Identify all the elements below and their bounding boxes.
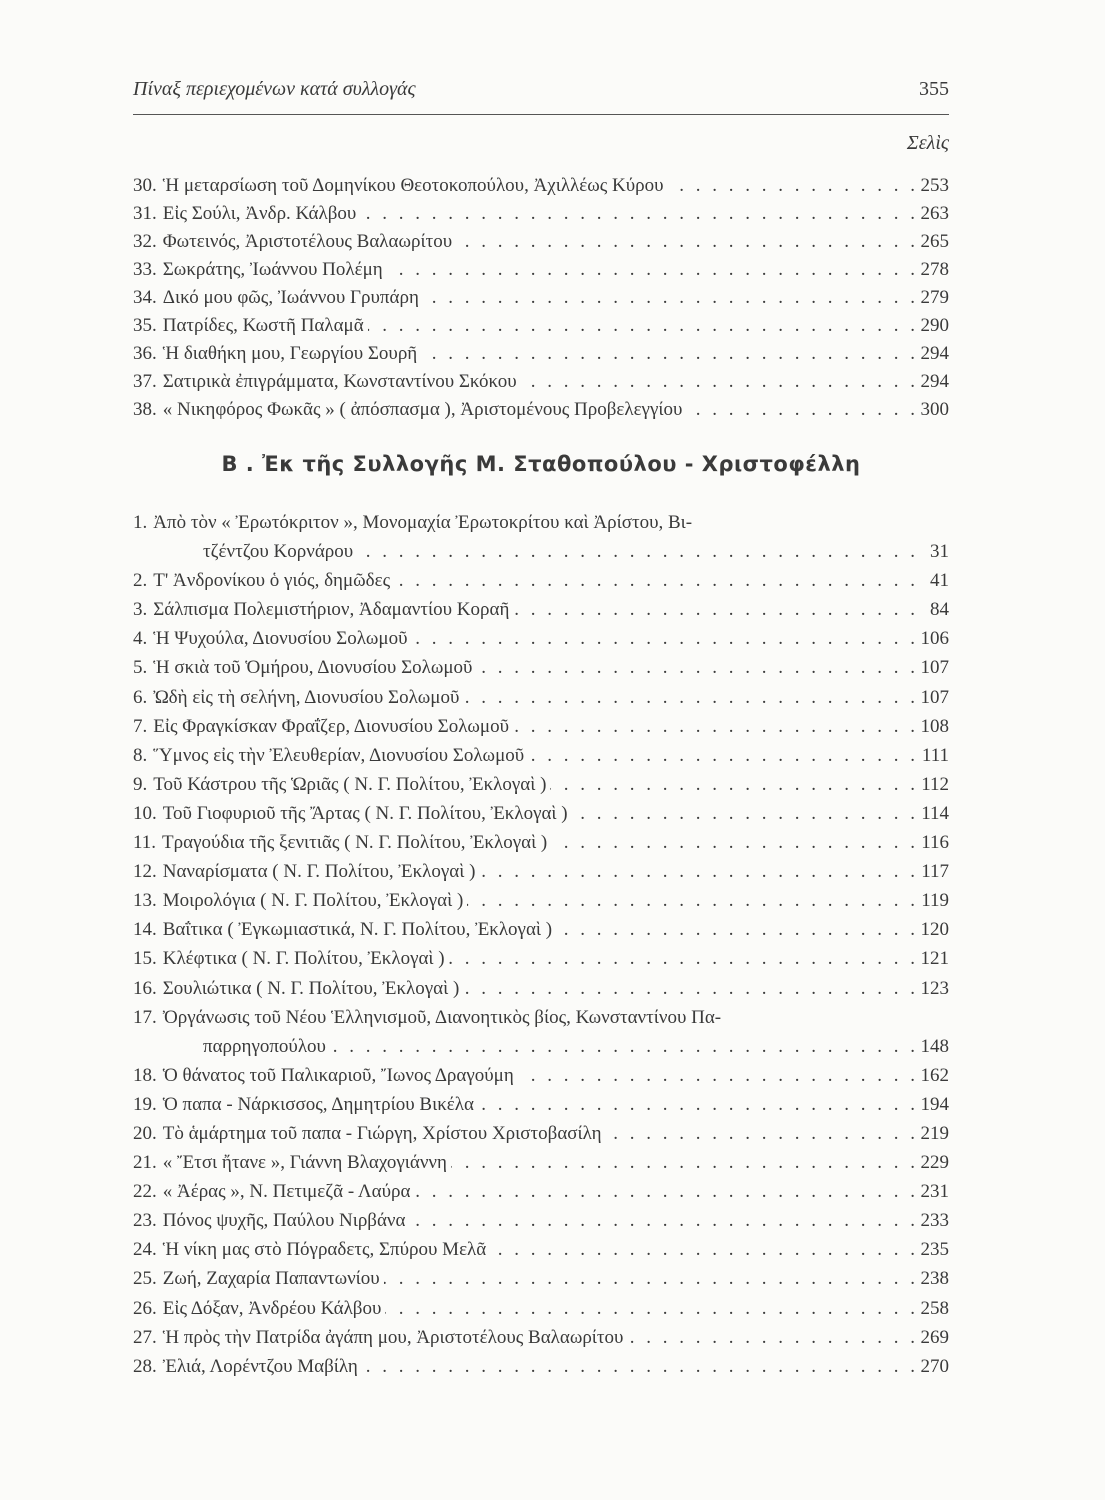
entry-title: Εἰς Σούλι, Ἀνδρ. Κάλβου xyxy=(162,203,357,224)
toc-entry xyxy=(133,566,949,595)
entry-page: 229 xyxy=(920,1152,949,1174)
toc-entry xyxy=(133,857,949,886)
dot-leader xyxy=(467,886,915,915)
entry-number: 4. xyxy=(133,628,148,650)
dot-leader xyxy=(368,312,915,340)
dot-leader xyxy=(528,741,915,770)
entry-page: 119 xyxy=(921,890,949,912)
toc-entry xyxy=(133,1206,949,1235)
dot-leader xyxy=(449,944,915,973)
toc-entry xyxy=(133,915,949,944)
toc-entry xyxy=(133,712,949,741)
entry-number: 9. xyxy=(133,773,148,795)
dot-leader xyxy=(478,1090,915,1119)
entry-page: 253 xyxy=(920,175,949,196)
toc-entry xyxy=(133,770,949,799)
entry-title: Ἡ νίκη μας στὸ Πόγραδετς, Σπύρου Μελᾶ xyxy=(162,1239,487,1261)
entry-number: 15. xyxy=(133,948,157,970)
entry-page: 235 xyxy=(920,1239,949,1261)
entry-title: Ἡ πρὸς τὴν Πατρίδα ἀγάπη μου, Ἀριστοτέλους Βαλαωρίτου xyxy=(162,1326,624,1348)
toc-entry xyxy=(133,944,949,973)
dot-leader xyxy=(572,799,915,828)
entry-number: 21. xyxy=(133,1152,157,1174)
toc-entry xyxy=(133,1294,949,1323)
entry-page: 107 xyxy=(920,657,949,679)
entry-title: Πόνος ψυχῆς, Παύλου Νιρβάνα xyxy=(162,1210,406,1232)
entry-title: Τ' Ἀνδρονίκου ὁ γιός, δημῶδες xyxy=(153,570,391,592)
entry-page: 265 xyxy=(920,231,949,252)
dot-leader xyxy=(451,1148,915,1177)
entry-title: Ὠδὴ εἰς τὴ σελήνη, Διονυσίου Σολωμοῦ xyxy=(153,686,460,708)
page-number: 355 xyxy=(919,78,949,100)
entry-title: Τοῦ Κάστρου τῆς Ὡριᾶς ( Ν. Γ. Πολίτου, Ἐκλογαὶ ) xyxy=(153,773,547,795)
entry-number: 2. xyxy=(133,570,148,592)
dot-leader xyxy=(476,653,915,682)
dot-leader xyxy=(387,256,915,284)
entry-number: 24. xyxy=(133,1239,157,1261)
dot-leader xyxy=(521,368,915,396)
dot-leader xyxy=(385,1294,915,1323)
dot-leader xyxy=(513,712,915,741)
dot-leader xyxy=(360,200,915,228)
entry-title: Τὸ ἁμάρτημα τοῦ παπα - Γιώργη, Χρίστου Χριστοβασίλη xyxy=(162,1122,602,1144)
entry-number: 3. xyxy=(133,599,148,621)
dot-leader xyxy=(518,1061,915,1090)
dot-leader xyxy=(686,396,915,424)
entry-number: 33. xyxy=(133,259,157,280)
dot-leader xyxy=(551,828,915,857)
entry-page: 117 xyxy=(921,861,949,883)
toc-entry xyxy=(133,200,949,228)
dot-leader xyxy=(479,857,915,886)
toc-entry xyxy=(133,595,949,624)
entry-title: Εἰς Δόξαν, Ἀνδρέου Κάλβου xyxy=(162,1297,382,1319)
entry-page: 121 xyxy=(920,948,949,970)
entry-page: 112 xyxy=(921,773,949,795)
entry-title: Ἡ μεταρσίωση τοῦ Δομηνίκου Θεοτοκοπούλου, Ἀχιλλέως Κύρου xyxy=(162,175,664,196)
entry-number: 1. xyxy=(133,512,148,533)
entry-page: 279 xyxy=(920,287,949,308)
entry-title: Σουλιώτικα ( Ν. Γ. Πολίτου, Ἐκλογαὶ ) xyxy=(162,977,460,999)
entry-number: 27. xyxy=(133,1326,157,1348)
entry-page: 233 xyxy=(920,1210,949,1232)
dot-leader xyxy=(394,566,915,595)
dot-leader xyxy=(384,1264,915,1293)
toc-entry xyxy=(133,1003,949,1032)
dot-leader xyxy=(412,624,915,653)
entry-title: Ἐλιά, Λορέντζου Μαβίλη xyxy=(162,1355,358,1377)
entry-number: 14. xyxy=(133,919,157,941)
entry-page: 238 xyxy=(920,1268,949,1290)
dot-leader xyxy=(550,770,915,799)
toc-entry xyxy=(133,1090,949,1119)
entry-number: 13. xyxy=(133,890,157,912)
entry-page: 114 xyxy=(921,802,949,824)
entry-page: 148 xyxy=(920,1035,949,1057)
dot-leader xyxy=(456,228,915,256)
dot-leader xyxy=(362,1352,915,1381)
entry-page: 300 xyxy=(920,399,949,420)
entry-number: 36. xyxy=(133,343,157,364)
entry-page: 31 xyxy=(930,541,949,563)
entry-title: Πατρίδες, Κωστῆ Παλαμᾶ xyxy=(162,315,364,336)
entry-number: 34. xyxy=(133,287,157,308)
entry-number: 11. xyxy=(133,832,157,854)
toc-list-section-b xyxy=(133,508,949,1381)
entry-title: Εἰς Φραγκίσκαν Φραΐζερ, Διονυσίου Σολωμοῦ xyxy=(153,715,510,737)
dot-leader xyxy=(606,1119,915,1148)
entry-title: Ὁ παπα - Νάρκισσος, Δημητρίου Βικέλα xyxy=(162,1093,474,1115)
entry-number: 19. xyxy=(133,1093,157,1115)
entry-page: 278 xyxy=(920,259,949,280)
entry-number: 32. xyxy=(133,231,157,252)
entry-page: 108 xyxy=(920,715,949,737)
entry-title: Δικό μου φῶς, Ἰωάννου Γρυπάρη xyxy=(162,287,419,308)
dot-leader xyxy=(627,1323,915,1352)
header-rule xyxy=(133,114,949,115)
running-head-title: Πίναξ περιεχομένων κατά συλλογάς xyxy=(133,78,416,100)
entry-number: 22. xyxy=(133,1181,157,1203)
dot-leader xyxy=(414,1177,915,1206)
toc-entry xyxy=(133,624,949,653)
entry-title: Σάλπισμα Πολεμιστήριον, Ἀδαμαντίου Κοραῆ xyxy=(153,599,510,621)
entry-title: Μοιρολόγια ( Ν. Γ. Πολίτου, Ἐκλογαὶ ) xyxy=(162,890,464,912)
dot-leader xyxy=(357,537,915,566)
entry-title: Ναναρίσματα ( Ν. Γ. Πολίτου, Ἐκλογαὶ ) xyxy=(162,861,476,883)
entry-title: « Νικηφόρος Φωκᾶς » ( ἀπόσπασμα ), Ἀριστομένους Προβελεγγίου xyxy=(162,399,683,420)
toc-entry xyxy=(133,1119,949,1148)
entry-number: 16. xyxy=(133,977,157,999)
entry-title: Φωτεινός, Ἀριστοτέλους Βαλαωρίτου xyxy=(162,231,453,252)
entry-page: 84 xyxy=(930,599,949,621)
dot-leader xyxy=(490,1235,915,1264)
entry-page: 294 xyxy=(920,343,949,364)
entry-number: 6. xyxy=(133,686,148,708)
entry-page: 270 xyxy=(920,1355,949,1377)
entry-page: 123 xyxy=(920,977,949,999)
entry-number: 12. xyxy=(133,861,157,883)
dot-leader xyxy=(423,284,915,312)
toc-entry xyxy=(133,683,949,712)
page-column-header: Σελὶς xyxy=(906,132,949,154)
entry-page: 107 xyxy=(920,686,949,708)
entry-page: 116 xyxy=(921,832,949,854)
toc-entry xyxy=(133,340,949,368)
toc-entry xyxy=(133,1061,949,1090)
entry-number: 23. xyxy=(133,1210,157,1232)
entry-page: 258 xyxy=(920,1297,949,1319)
entry-title: Βαΐτικα ( Ἐγκωμιαστικά, Ν. Γ. Πολίτου, Ἐκλογαὶ ) xyxy=(162,919,553,941)
entry-number: 31. xyxy=(133,203,157,224)
toc-entry xyxy=(133,653,949,682)
entry-title: Σατιρικὰ ἐπιγράμματα, Κωνσταντίνου Σκόκου xyxy=(162,371,517,392)
entry-number: 18. xyxy=(133,1064,157,1086)
entry-title-continuation: παρρηγοπούλου xyxy=(203,1035,326,1057)
toc-entry xyxy=(133,974,949,1003)
entry-number: 35. xyxy=(133,315,157,336)
toc-entry xyxy=(133,1235,949,1264)
toc-entry xyxy=(133,741,949,770)
toc-entry xyxy=(133,256,949,284)
section-b-title: Β . Ἐκ τῆς Συλλογῆς Μ. Σταθοπούλου - Χριστοφέλλη xyxy=(221,452,861,476)
entry-page: 290 xyxy=(920,315,949,336)
entry-page: 231 xyxy=(920,1181,949,1203)
entry-page: 194 xyxy=(920,1093,949,1115)
toc-entry xyxy=(133,172,949,200)
dot-leader xyxy=(556,915,915,944)
entry-number: 38. xyxy=(133,399,157,420)
toc-entry xyxy=(133,284,949,312)
entry-page: 120 xyxy=(920,919,949,941)
entry-title: « Ἔτσι ἤτανε », Γιάννη Βλαχογιάννη xyxy=(162,1152,447,1174)
entry-title: « Ἀέρας », Ν. Πετιμεζᾶ - Λαύρα xyxy=(162,1181,411,1203)
entry-title: Ἀπὸ τὸν « Ἐρωτόκριτον », Μονομαχία Ἐρωτοκρίτου καὶ Ἀρίστου, Βι- xyxy=(153,512,693,533)
toc-entry xyxy=(133,1264,949,1293)
entry-number: 20. xyxy=(133,1122,157,1144)
entry-title: Ὁ θάνατος τοῦ Παλικαριοῦ, Ἴωνος Δραγούμη xyxy=(162,1064,514,1086)
entry-page: 162 xyxy=(920,1064,949,1086)
entry-number: 5. xyxy=(133,657,148,679)
entry-title: Τραγούδια τῆς ξενιτιᾶς ( Ν. Γ. Πολίτου, Ἐκλογαὶ ) xyxy=(162,832,548,854)
entry-title: Ἡ σκιὰ τοῦ Ὁμήρου, Διονυσίου Σολωμοῦ xyxy=(153,657,473,679)
dot-leader xyxy=(409,1206,915,1235)
toc-entry xyxy=(133,1148,949,1177)
entry-number: 25. xyxy=(133,1268,157,1290)
entry-title: Ὀργάνωσις τοῦ Νέου Ἑλληνισμοῦ, Διανοητικὸς βίος, Κωνσταντίνου Πα- xyxy=(162,1006,722,1028)
entry-title: Ἡ Ψυχούλα, Διονυσίου Σολωμοῦ xyxy=(153,628,408,650)
entry-page: 41 xyxy=(930,570,949,592)
entry-page: 294 xyxy=(920,371,949,392)
entry-number: 17. xyxy=(133,1006,157,1028)
dot-leader xyxy=(463,683,915,712)
entry-number: 28. xyxy=(133,1355,157,1377)
entry-page: 106 xyxy=(920,628,949,650)
dot-leader xyxy=(668,172,915,200)
toc-entry xyxy=(133,396,949,424)
entry-title: Ὕμνος εἰς τὴν Ἐλευθερίαν, Διονυσίου Σολωμοῦ xyxy=(153,744,525,766)
toc-entry xyxy=(133,1177,949,1206)
toc-entry xyxy=(133,1352,949,1381)
toc-entry xyxy=(133,368,949,396)
dot-leader xyxy=(421,340,915,368)
entry-number: 37. xyxy=(133,371,157,392)
entry-number: 8. xyxy=(133,744,148,766)
entry-number: 30. xyxy=(133,175,157,196)
toc-entry-continuation xyxy=(133,1032,949,1061)
entry-page: 269 xyxy=(920,1326,949,1348)
entry-title: Ζωή, Ζαχαρία Παπαντωνίου xyxy=(162,1268,380,1290)
toc-entry-continuation xyxy=(133,537,949,566)
toc-entry xyxy=(133,886,949,915)
entry-number: 26. xyxy=(133,1297,157,1319)
toc-list-section-a xyxy=(133,172,949,424)
entry-number: 7. xyxy=(133,715,148,737)
toc-entry xyxy=(133,508,949,537)
toc-entry xyxy=(133,312,949,340)
toc-entry xyxy=(133,228,949,256)
entry-title: Κλέφτικα ( Ν. Γ. Πολίτου, Ἐκλογαὶ ) xyxy=(162,948,445,970)
entry-title-continuation: τζέντζου Κορνάρου xyxy=(203,541,354,563)
running-head xyxy=(133,78,949,106)
dot-leader xyxy=(330,1032,915,1061)
dot-leader xyxy=(463,974,915,1003)
toc-entry xyxy=(133,799,949,828)
entry-title: Σωκράτης, Ἰωάννου Πολέμη xyxy=(162,259,383,280)
toc-entry xyxy=(133,1323,949,1352)
toc-entry xyxy=(133,828,949,857)
entry-title: Ἡ διαθήκη μου, Γεωργίου Σουρῆ xyxy=(162,343,418,364)
entry-page: 263 xyxy=(920,203,949,224)
entry-page: 219 xyxy=(920,1122,949,1144)
entry-page: 111 xyxy=(921,744,949,766)
entry-number: 10. xyxy=(133,802,157,824)
entry-title: Τοῦ Γιοφυριοῦ τῆς Ἄρτας ( Ν. Γ. Πολίτου, Ἐκλογαὶ ) xyxy=(162,802,568,824)
dot-leader xyxy=(513,595,915,624)
